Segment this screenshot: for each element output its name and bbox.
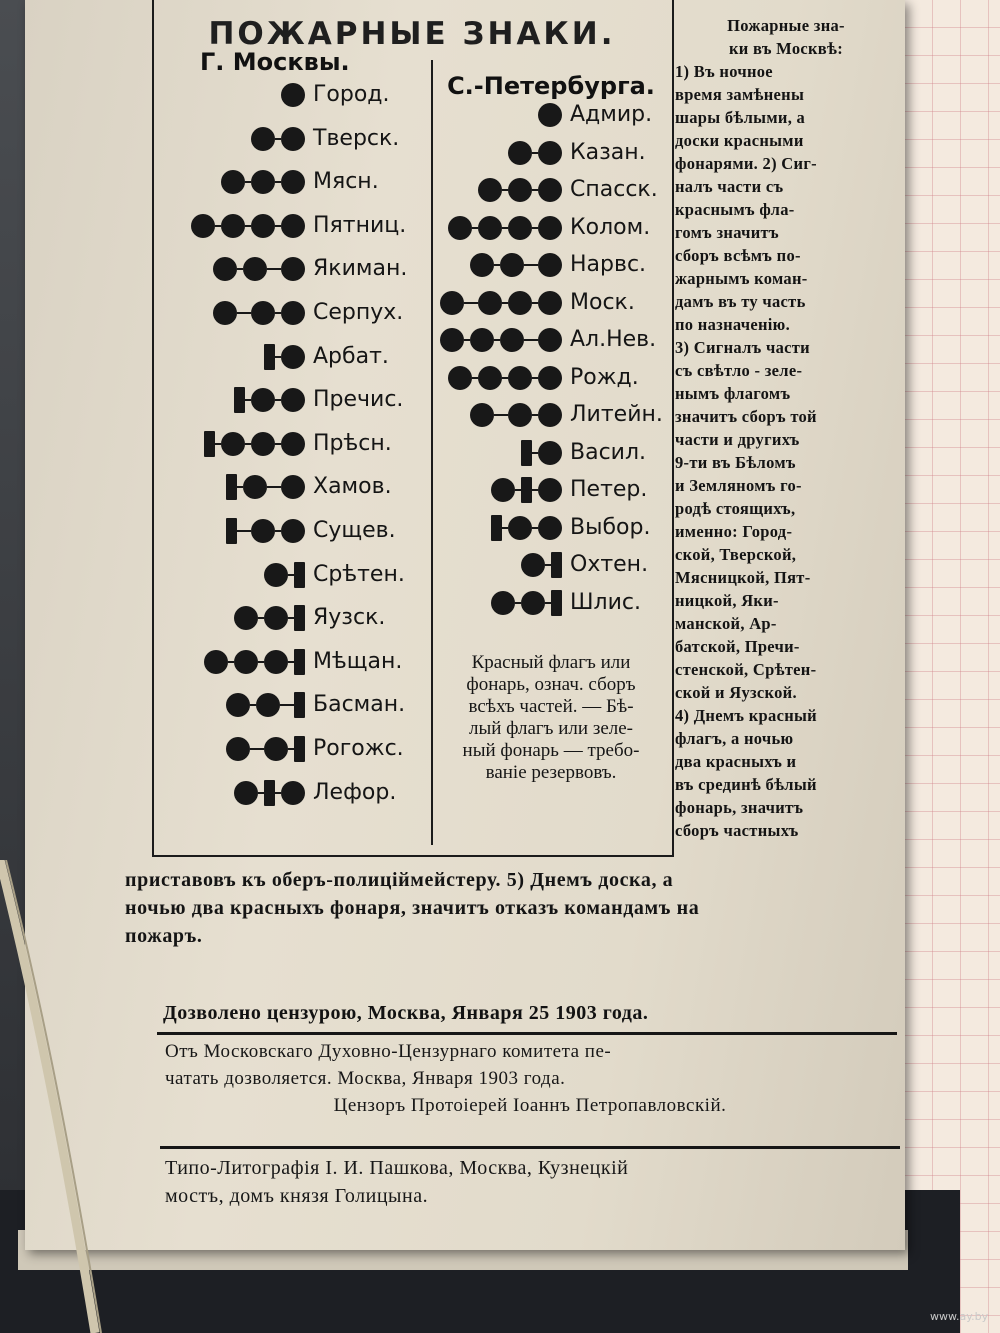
signal-mark — [508, 140, 562, 166]
moscow-label: Серпух. — [313, 300, 404, 325]
printer-line: Типо-Литографія І. И. Пашкова, Москва, Кузнецкій — [165, 1157, 629, 1179]
ball-icon — [204, 650, 228, 674]
side-line: Мясницкой, Пят- — [675, 568, 811, 587]
moscow-row — [155, 165, 430, 199]
ball-icon — [538, 253, 562, 277]
petersburg-label: Спасск. — [570, 177, 658, 202]
signal-mark — [221, 169, 305, 195]
divider-rule — [157, 1032, 897, 1035]
side-line: доски красными — [675, 131, 804, 150]
signal-mark — [538, 102, 562, 128]
moscow-row — [155, 427, 430, 461]
ball-icon — [264, 563, 288, 587]
moscow-row — [155, 732, 430, 766]
ball-icon — [508, 216, 532, 240]
petersburg-label: Нарвс. — [570, 252, 647, 277]
moscow-row — [155, 558, 430, 592]
ball-icon — [508, 291, 532, 315]
ball-icon — [508, 403, 532, 427]
side-heading: Пожарные зна- — [727, 16, 845, 35]
ball-icon — [470, 328, 494, 352]
moscow-row — [155, 252, 430, 286]
ball-icon — [264, 650, 288, 674]
signal-mark — [204, 649, 305, 675]
ball-icon — [538, 441, 562, 465]
signal-mark — [440, 290, 562, 316]
ball-icon — [226, 693, 250, 717]
petersburg-label: Казан. — [570, 139, 646, 165]
ball-icon — [521, 591, 545, 615]
ball-icon — [500, 253, 524, 277]
ball-icon — [478, 216, 502, 240]
moscow-label: Басман. — [313, 692, 406, 718]
signal-mark — [521, 440, 562, 466]
moscow-label: Тверск. — [313, 125, 400, 151]
book-page — [25, 0, 905, 1250]
ball-icon — [191, 214, 215, 238]
petersburg-row — [420, 323, 670, 357]
ball-icon — [221, 214, 245, 238]
ball-icon — [281, 345, 305, 369]
moscow-label: Яузск. — [313, 605, 386, 631]
ball-icon — [538, 328, 562, 352]
board-icon — [294, 605, 305, 631]
ball-icon — [470, 403, 494, 427]
petersburg-row — [420, 548, 670, 582]
moscow-row — [155, 340, 430, 374]
moscow-label: Рогожс. — [313, 736, 404, 761]
petersburg-row — [420, 136, 670, 170]
petersburg-label: Колом. — [570, 214, 651, 240]
divider-rule — [160, 1146, 900, 1149]
petersburg-row — [420, 248, 670, 282]
side-line: налъ части съ — [675, 177, 784, 196]
ball-icon — [508, 141, 532, 165]
board-icon — [294, 736, 305, 762]
side-line: 4) Днемъ красный — [675, 706, 817, 725]
board-icon — [294, 562, 305, 588]
moscow-row — [155, 601, 430, 635]
watermark: www.ay.by — [930, 1310, 989, 1323]
signal-mark — [470, 252, 562, 278]
paragraph-line: приставовъ къ оберъ-полицiймейстеру. 5) Днемъ доска, а — [125, 869, 674, 891]
side-line: и Земляномъ го- — [675, 476, 802, 495]
side-line: въ срединѣ бѣлый — [675, 775, 817, 794]
side-line: именно: Город- — [675, 522, 793, 541]
note-line: фонарь, означ. сборъ — [466, 674, 636, 695]
ball-icon — [508, 516, 532, 540]
petersburg-row — [420, 436, 670, 470]
note-line: лый флагъ или зеле- — [468, 718, 634, 739]
side-line: 3) Сигналъ части — [675, 338, 810, 357]
petersburg-label: Рожд. — [570, 364, 639, 390]
signal-mark — [281, 82, 305, 108]
side-line: гомъ значитъ — [675, 223, 779, 242]
signal-mark — [234, 605, 305, 631]
ball-icon — [221, 170, 245, 194]
signal-mark — [213, 256, 305, 282]
petersburg-row — [420, 511, 670, 545]
side-line: ской, Тверской, — [675, 545, 797, 564]
ball-icon — [281, 170, 305, 194]
ball-icon — [448, 366, 472, 390]
signal-mark — [226, 518, 305, 544]
signal-mark — [470, 402, 562, 428]
signal-mark — [234, 387, 305, 413]
connector-line — [237, 530, 251, 532]
signal-mark — [251, 126, 305, 152]
side-line: съ свѣтло - зеле- — [675, 361, 803, 380]
side-line: 9-ти въ Бѣломъ — [675, 453, 796, 472]
side-heading: ки въ Москвѣ: — [728, 39, 844, 58]
side-line: фонарями. 2) Сиг- — [675, 154, 817, 173]
moscow-row — [155, 209, 430, 243]
ball-icon — [281, 388, 305, 412]
signal-mark — [491, 477, 562, 503]
ball-icon — [538, 403, 562, 427]
side-column-text — [675, 14, 897, 842]
petersburg-row — [420, 173, 670, 207]
ball-icon — [281, 214, 305, 238]
board-icon — [264, 344, 275, 370]
ball-icon — [478, 178, 502, 202]
ball-icon — [251, 170, 275, 194]
moscow-label: Срѣтен. — [313, 561, 405, 587]
ball-icon — [281, 781, 305, 805]
board-icon — [491, 515, 502, 541]
ball-icon — [243, 257, 267, 281]
censorship-line: Отъ Московскаго Духовно-Цензурнаго комитета пе- — [165, 1041, 612, 1062]
moscow-label: Пречис. — [313, 387, 404, 413]
signal-mark — [440, 327, 562, 353]
paragraph-line: ночью два красныхъ фонаря, значитъ отказъ командамъ на — [125, 897, 700, 919]
page-title: ПОЖАРНЫЕ ЗНАКИ. — [208, 16, 616, 52]
ball-icon — [470, 253, 494, 277]
petersburg-label: Петер. — [570, 477, 648, 502]
moscow-row — [155, 470, 430, 504]
side-line: сборъ всѣмъ по- — [675, 246, 801, 265]
petersburg-row — [420, 361, 670, 395]
side-line: шары бѣлыми, а — [675, 108, 806, 127]
side-line: части и другихъ — [675, 430, 800, 449]
ball-icon — [281, 301, 305, 325]
ball-icon — [538, 141, 562, 165]
side-line: ницкой, Яки- — [675, 591, 779, 610]
ball-icon — [491, 478, 515, 502]
binding-thread — [0, 860, 120, 1333]
signal-mark — [234, 780, 305, 806]
petersburg-row — [420, 98, 670, 132]
moscow-row — [155, 78, 430, 112]
connector-line — [237, 312, 251, 314]
side-line: стенской, Срѣтен- — [675, 660, 817, 679]
petersburg-label: Выбор. — [570, 514, 651, 540]
moscow-row — [155, 688, 430, 722]
ball-icon — [538, 178, 562, 202]
side-line: время замѣнены — [675, 85, 805, 104]
printer-line: мостъ, домъ князя Голицына. — [165, 1185, 429, 1207]
side-line: значитъ сборъ той — [675, 407, 817, 426]
flag-note — [437, 652, 665, 784]
connector-line — [267, 268, 281, 270]
moscow-label: Якиман. — [313, 256, 408, 282]
petersburg-label: Адмир. — [570, 102, 653, 127]
ball-icon — [478, 366, 502, 390]
connector-line — [494, 414, 508, 416]
moscow-label: Город. — [313, 82, 390, 107]
connector-line — [524, 339, 538, 341]
ball-icon — [264, 606, 288, 630]
ball-icon — [251, 519, 275, 543]
ball-icon — [508, 178, 532, 202]
ball-icon — [281, 83, 305, 107]
connector-line — [524, 264, 538, 266]
ball-icon — [491, 591, 515, 615]
ball-icon — [234, 650, 258, 674]
board-icon — [294, 649, 305, 675]
petersburg-row — [420, 286, 670, 320]
board-icon — [521, 440, 532, 466]
signal-mark — [264, 562, 305, 588]
connector-line — [464, 302, 478, 304]
continuation-paragraph — [125, 866, 900, 950]
signal-mark — [226, 692, 305, 718]
side-line: сборъ частныхъ — [675, 821, 799, 840]
ball-icon — [281, 519, 305, 543]
censorship-committee — [165, 1038, 895, 1119]
petersburg-row — [420, 211, 670, 245]
signal-mark — [521, 552, 562, 578]
ball-icon — [264, 737, 288, 761]
petersburg-row — [420, 586, 670, 620]
ball-icon — [251, 388, 275, 412]
side-line: два красныхъ и — [675, 752, 797, 771]
board-icon — [226, 474, 237, 500]
petersburg-heading: С.-Петербурга. — [447, 72, 655, 100]
petersburg-label: Литейн. — [570, 402, 663, 427]
ball-icon — [521, 553, 545, 577]
moscow-row — [155, 645, 430, 679]
ball-icon — [251, 127, 275, 151]
petersburg-label: Ал.Нев. — [570, 327, 657, 352]
board-icon — [294, 692, 305, 718]
connector-line — [280, 704, 294, 706]
petersburg-label: Васил. — [570, 439, 647, 465]
petersburg-row — [420, 398, 670, 432]
signal-mark — [213, 300, 305, 326]
censorship-line: чатать дозволяется. Москва, Января 1903 года. — [165, 1068, 566, 1089]
board-icon — [551, 552, 562, 578]
ball-icon — [538, 478, 562, 502]
ball-icon — [281, 475, 305, 499]
ball-icon — [538, 366, 562, 390]
connector-line — [250, 748, 264, 750]
moscow-label: Мясн. — [313, 169, 379, 195]
signal-mark — [448, 365, 562, 391]
petersburg-label: Моск. — [570, 289, 635, 315]
moscow-row — [155, 514, 430, 548]
ball-icon — [448, 216, 472, 240]
signal-mark — [478, 177, 562, 203]
ball-icon — [234, 606, 258, 630]
signal-mark — [264, 344, 305, 370]
ball-icon — [478, 291, 502, 315]
board-icon — [264, 780, 275, 806]
ball-icon — [226, 737, 250, 761]
ball-icon — [213, 257, 237, 281]
moscow-heading: Г. Москвы. — [200, 48, 350, 76]
ball-icon — [538, 291, 562, 315]
board-icon — [226, 518, 237, 544]
moscow-row — [155, 122, 430, 156]
signal-mark — [204, 431, 305, 457]
ball-icon — [440, 328, 464, 352]
ball-icon — [281, 432, 305, 456]
ball-icon — [281, 127, 305, 151]
petersburg-label: Охтен. — [570, 552, 649, 577]
note-line: Красный флагъ или — [471, 652, 631, 673]
side-line: по назначенію. — [675, 315, 791, 334]
ball-icon — [538, 216, 562, 240]
censor-name: Цензоръ Протоіерей Іоаннъ Петропавловскій. — [333, 1095, 727, 1116]
moscow-label: Прѣсн. — [313, 430, 392, 456]
moscow-label: Арбат. — [313, 343, 389, 369]
ball-icon — [440, 291, 464, 315]
moscow-row — [155, 776, 430, 810]
moscow-label: Лефор. — [313, 779, 397, 805]
ball-icon — [256, 693, 280, 717]
side-line: 1) Въ ночное — [675, 62, 773, 81]
ball-icon — [538, 516, 562, 540]
ball-icon — [243, 475, 267, 499]
ball-icon — [251, 214, 275, 238]
ball-icon — [538, 103, 562, 127]
moscow-label: Хамов. — [313, 474, 392, 500]
board-icon — [204, 431, 215, 457]
moscow-row — [155, 296, 430, 330]
connector-line — [267, 486, 281, 488]
side-line: краснымъ фла- — [675, 200, 795, 219]
ball-icon — [221, 432, 245, 456]
petersburg-label: Шлис. — [570, 589, 641, 615]
note-line: ный фонарь — требо- — [462, 740, 640, 761]
side-line: флагъ, а ночью — [675, 729, 794, 748]
ball-icon — [234, 781, 258, 805]
ball-icon — [251, 301, 275, 325]
censorship-permit: Дозволено цензурою, Москва, Января 25 1903 года. — [163, 1002, 649, 1024]
moscow-label: Пятниц. — [313, 212, 407, 238]
note-line: всѣхъ частей. — Бѣ- — [468, 696, 634, 717]
ball-icon — [213, 301, 237, 325]
side-line: фонарь, значитъ — [675, 798, 804, 817]
side-line: родѣ стоящихъ, — [675, 499, 796, 518]
board-icon — [551, 590, 562, 616]
side-line: батской, Пречи- — [675, 637, 800, 656]
ball-icon — [251, 432, 275, 456]
moscow-label: Сущев. — [313, 518, 396, 543]
petersburg-row — [420, 473, 670, 507]
side-line: жарнымъ коман- — [675, 269, 808, 288]
side-line: дамъ въ ту часть — [675, 292, 806, 311]
moscow-row — [155, 383, 430, 417]
signal-mark — [226, 474, 305, 500]
side-line: нымъ флагомъ — [675, 384, 791, 403]
side-line: ской и Яузской. — [675, 683, 797, 702]
moscow-label: Мѣщан. — [313, 648, 403, 674]
signal-mark — [226, 736, 305, 762]
signal-mark — [491, 590, 562, 616]
printer-imprint — [165, 1154, 895, 1210]
note-line: ваніе резервовъ. — [485, 762, 617, 783]
signal-mark — [491, 515, 562, 541]
board-icon — [234, 387, 245, 413]
signal-mark — [448, 215, 562, 241]
side-line: манской, Ар- — [675, 614, 777, 633]
board-icon — [521, 477, 532, 503]
ball-icon — [500, 328, 524, 352]
ball-icon — [281, 257, 305, 281]
signal-mark — [191, 213, 305, 239]
ball-icon — [508, 366, 532, 390]
paragraph-line: пожаръ. — [125, 925, 203, 947]
